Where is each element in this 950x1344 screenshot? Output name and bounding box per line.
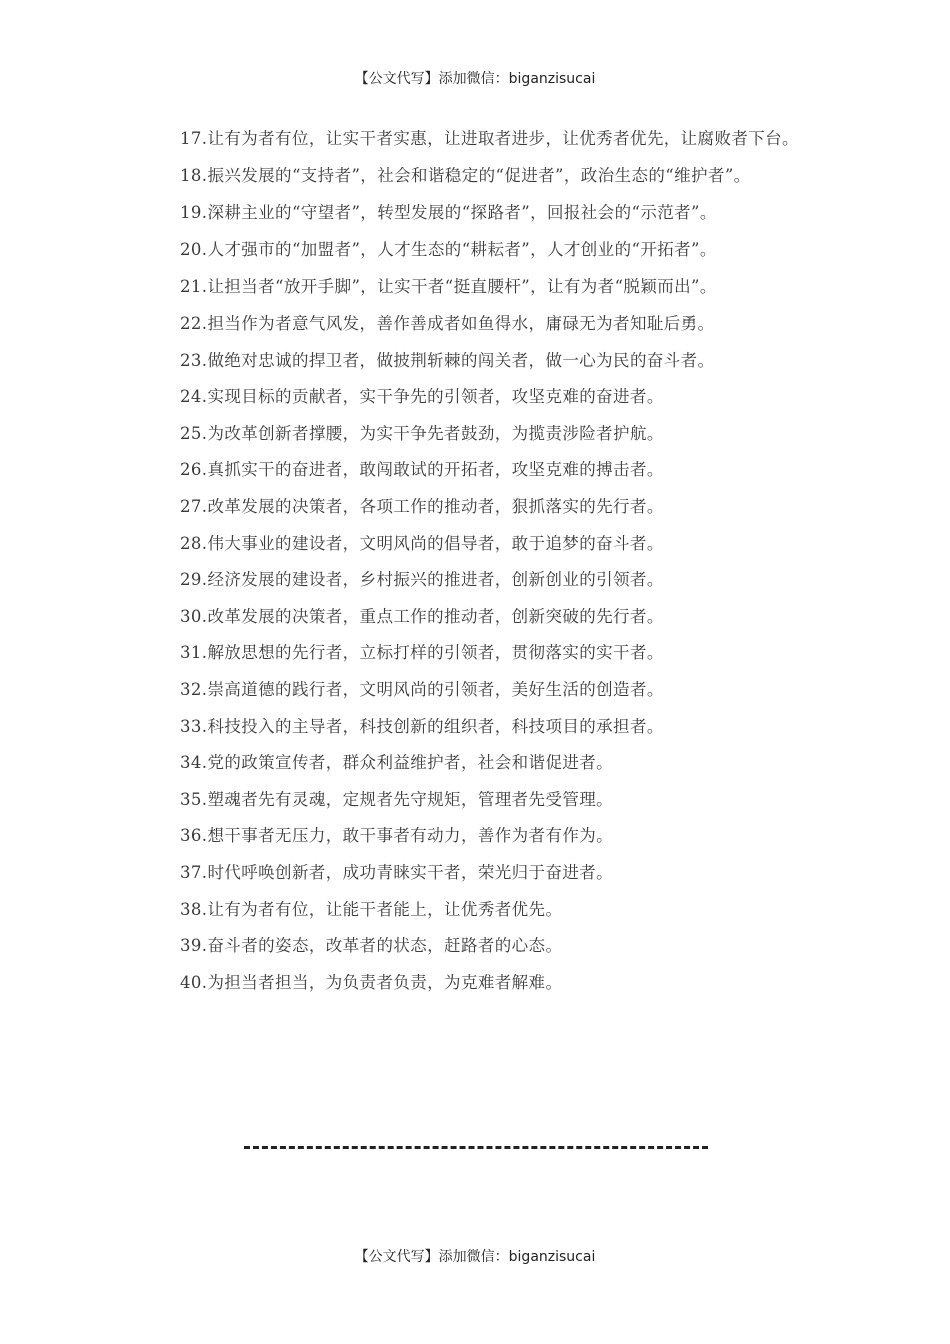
- paragraph-28: 28.伟大事业的建设者，文明风尚的倡导者，敢于追梦的奋斗者。: [180, 533, 664, 553]
- paragraph-30: 30.改革发展的决策者，重点工作的推动者，创新突破的先行者。: [180, 606, 664, 626]
- paragraph-24: 24.实现目标的贡献者，实干争先的引领者，攻坚克难的奋进者。: [180, 387, 664, 407]
- paragraph-18: 18.振兴发展的“支持者”，社会和谐稳定的“促进者”，政治生态的“维护者”。: [180, 166, 751, 185]
- paragraph-21: 21.让担当者“放开手脚”，让实干者“挺直腰杆”，让有为者“脱颖而出”。: [180, 277, 717, 296]
- page-footer: 【公文代写】添加微信：biganzisucai: [354, 1249, 596, 1265]
- paragraph-19: 19.深耕主业的“守望者”，转型发展的“探路者”，回报社会的“示范者”。: [180, 203, 717, 222]
- page-header: 【公文代写】添加微信：biganzisucai: [354, 71, 596, 87]
- paragraph-26: 26.真抓实干的奋进者，敢闯敢试的开拓者，攻坚克难的搏击者。: [180, 460, 664, 480]
- paragraph-35: 35.塑魂者先有灵魂，定规者先守规矩，管理者先受管理。: [180, 789, 614, 809]
- paragraph-31: 31.解放思想的先行者，立标打样的引领者，贯彻落实的实干者。: [180, 643, 664, 663]
- paragraph-29: 29.经济发展的建设者，乡村振兴的推进者，创新创业的引领者。: [180, 570, 664, 590]
- paragraph-37: 37.时代呼唤创新者，成功青睐实干者，荣光归于奋进者。: [180, 862, 614, 882]
- paragraph-39: 39.奋斗者的姿态，改革者的状态，赶路者的心态。: [180, 936, 563, 956]
- document-body: [145, 126, 807, 1006]
- paragraph-27: 27.改革发展的决策者，各项工作的推动者，狠抓落实的先行者。: [180, 496, 664, 516]
- paragraph-32: 32.崇高道德的践行者，文明风尚的引领者，美好生活的创造者。: [180, 679, 664, 699]
- dashed-divider: [244, 1146, 708, 1149]
- paragraph-22: 22.担当作为者意气风发，善作善成者如鱼得水，庸碌无为者知耻后勇。: [180, 314, 715, 333]
- paragraph-33: 33.科技投入的主导者，科技创新的组织者，科技项目的承担者。: [180, 716, 664, 736]
- paragraph-38: 38.让有为者有位，让能干者能上，让优秀者优先。: [180, 899, 563, 919]
- paragraph-20: 20.人才强市的“加盟者”，人才生态的“耕耘者”，人才创业的“开拓者”。: [180, 240, 717, 259]
- paragraph-34: 34.党的政策宣传者，群众利益维护者，社会和谐促进者。: [180, 753, 614, 773]
- paragraph-25: 25.为改革创新者撑腰，为实干争先者鼓劲，为揽责涉险者护航。: [180, 423, 664, 443]
- paragraph-17: 17.让有为者有位，让实干者实惠，让进取者进步，让优秀者优先，让腐败者下台。: [180, 129, 799, 148]
- paragraph-36: 36.想干事者无压力，敢干事者有动力，善作为者有作为。: [180, 826, 614, 846]
- paragraph-40: 40.为担当者担当，为负责者负责，为克难者解难。: [180, 972, 563, 992]
- paragraph-23: 23.做绝对忠诚的捍卫者，做披荆斩棘的闯关者，做一心为民的奋斗者。: [180, 350, 715, 370]
